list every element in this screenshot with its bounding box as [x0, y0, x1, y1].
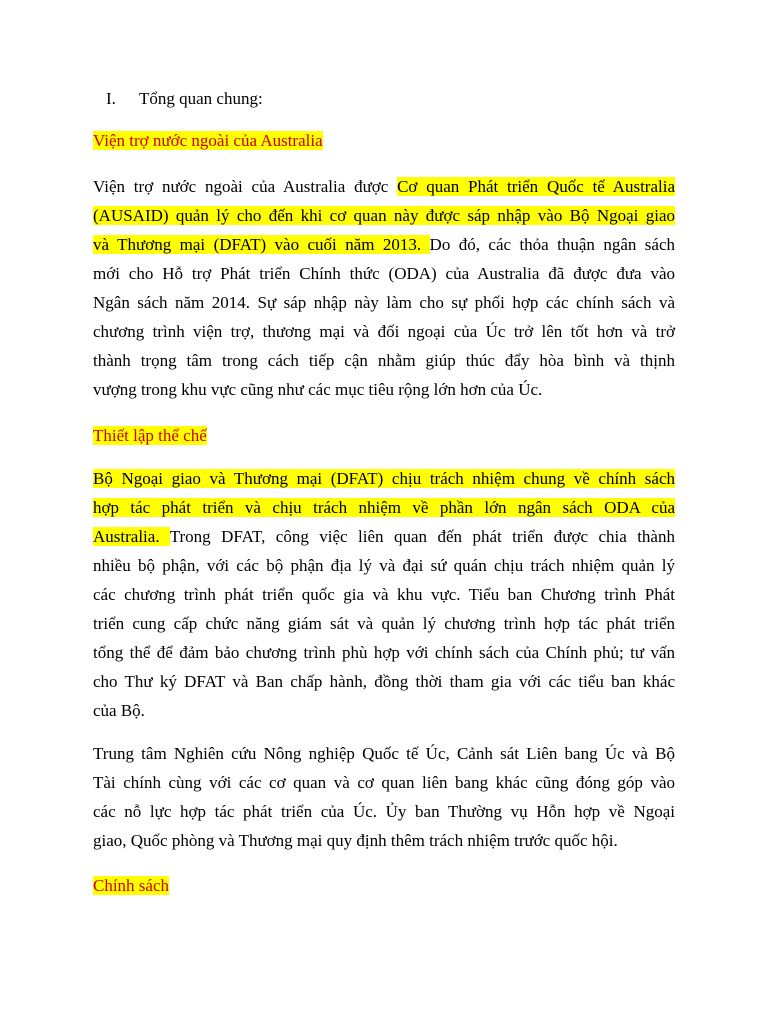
para1-line7: thành trọng tâm trong cách tiếp cận nhằm giúp thúc đẩy hòa bình và thịnh [93, 351, 675, 370]
para1-line3-highlight: và Thương mại (DFAT) vào cuối năm 2013. [93, 235, 430, 254]
heading-policy [93, 876, 169, 896]
para3-line2: Tài chính cùng với các cơ quan và cơ quan liên bang khác cũng đóng góp vào [93, 773, 675, 792]
para1-line2-highlight: (AUSAID) quản lý cho đến khi cơ quan này được sáp nhập vào Bộ Ngoại giao [93, 206, 675, 225]
heading-institutional-text: Thiết lập thể chế [93, 426, 207, 445]
para2-line1 [93, 469, 675, 489]
para2-line3-highlight: Australia. [93, 527, 170, 546]
heading-institutional [93, 426, 207, 446]
section-number: I. [106, 89, 116, 108]
para2-line5: các chương trình phát triển quốc gia và khu vực. Tiểu ban Chương trình Phát [93, 585, 675, 604]
para2-line2-highlight: hợp tác phát triển và chịu trách nhiệm về phần lớn ngân sách ODA của [93, 498, 675, 517]
para2-line2 [93, 498, 675, 518]
para2-line8: cho Thư ký DFAT và Ban chấp hành, đồng thời tham gia với các tiểu ban khác [93, 672, 675, 691]
para1-line2 [93, 206, 675, 226]
section-title: Tổng quan chung: [139, 89, 263, 108]
para1-line1-highlight: Cơ quan Phát triển Quốc tế Australia [397, 177, 675, 196]
para1-line5: Ngân sách năm 2014. Sự sáp nhập này làm cho sự phối hợp các chính sách và [93, 293, 675, 312]
para1-line4: mới cho Hỗ trợ Phát triển Chính thức (ODA) của Australia đã được đưa vào [93, 264, 675, 283]
para3-line1: Trung tâm Nghiên cứu Nông nghiệp Quốc tế Úc, Cảnh sát Liên bang Úc và Bộ [93, 744, 675, 763]
para2-line4: nhiều bộ phận, với các bộ phận địa lý và đại sứ quán chịu trách nhiệm quản lý [93, 556, 675, 575]
para1-line3 [93, 235, 675, 255]
para1-line1-pre: Viện trợ nước ngoài của Australia được [93, 177, 398, 196]
para2-line6: triển cung cấp chức năng giám sát và quản lý chương trình hợp tác phát triển [93, 614, 675, 633]
para1-line3-post: Do đó, các thỏa thuận ngân sách [429, 235, 675, 254]
para2-line9: của Bộ. [93, 701, 145, 720]
para1-line8: vượng trong khu vực cũng như các mục tiêu rộng lớn hơn của Úc. [93, 380, 543, 399]
para1-line1 [93, 177, 675, 197]
para2-line7: tổng thể để đảm bảo chương trình phù hợp với chính sách của Chính phủ; tư vấn [93, 643, 675, 662]
para2-line1-highlight: Bộ Ngoại giao và Thương mại (DFAT) chịu trách nhiệm chung về chính sách [93, 469, 675, 488]
heading-foreign-aid [93, 131, 323, 151]
para3-line4: giao, Quốc phòng và Thương mại quy định thêm trách nhiệm trước quốc hội. [93, 831, 618, 850]
para1-line6: chương trình viện trợ, thương mại và đối ngoại của Úc trở lên tốt hơn và trở [93, 322, 675, 341]
para3-line3: các nỗ lực hợp tác phát triển của Úc. Ủy ban Thường vụ Hỗn hợp về Ngoại [93, 802, 675, 821]
heading-policy-text: Chính sách [93, 876, 170, 895]
para2-line3-post: Trong DFAT, công việc liên quan đến phát triển được chia thành [169, 527, 675, 546]
heading-foreign-aid-text: Viện trợ nước ngoài của Australia [93, 131, 323, 150]
para2-line3 [93, 527, 675, 547]
